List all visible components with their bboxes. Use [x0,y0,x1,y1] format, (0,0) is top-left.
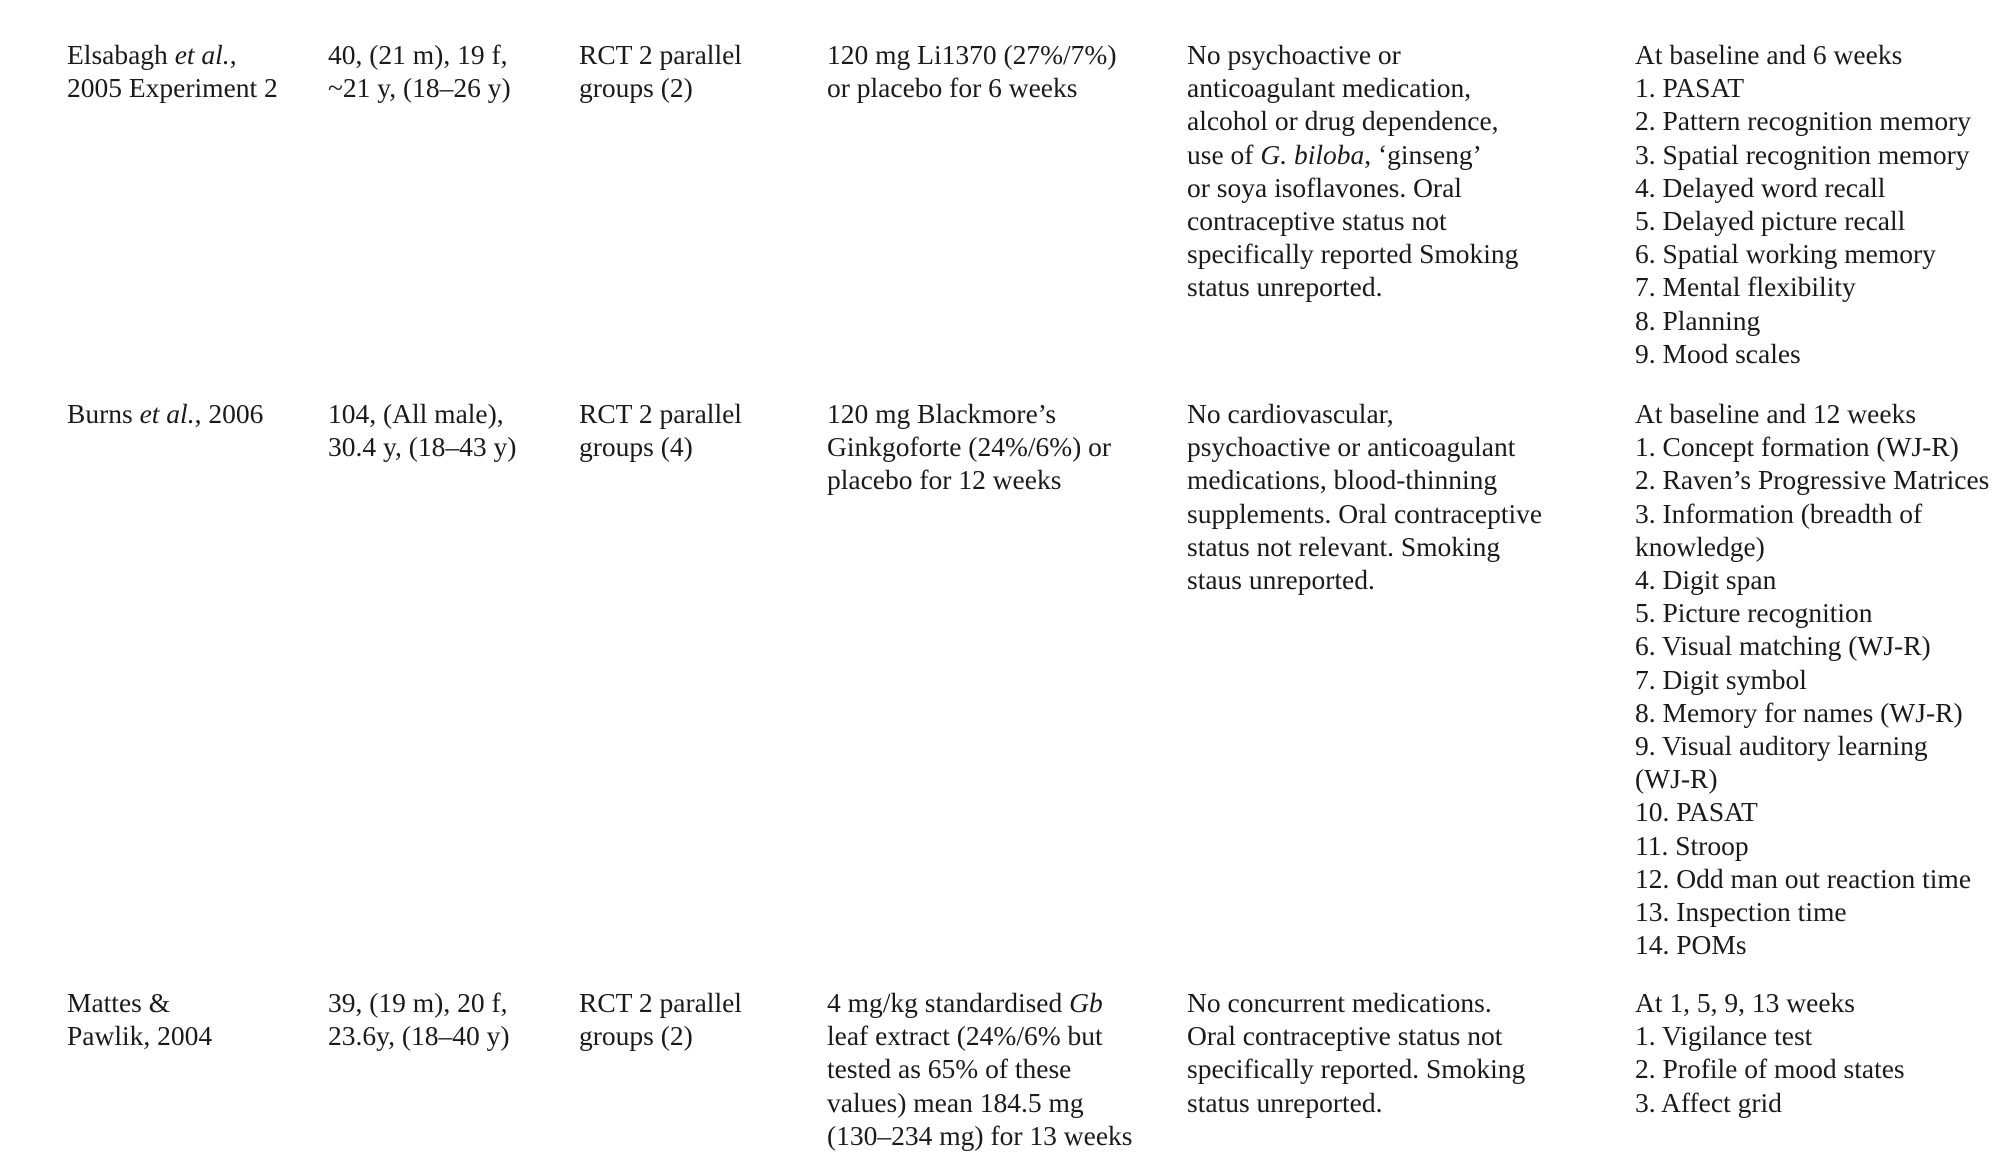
cell-text: tested as 65% of these [827,1053,1072,1085]
cell-text: No cardiovascular, [1187,398,1394,429]
cell-line [1635,463,1989,496]
design-cell [579,38,742,104]
cell-line [1635,138,1971,171]
cell-line [1187,463,1542,496]
cell-text: , 2006 [194,398,264,429]
cell-text: Ginkgoforte (24%/6%) or [827,431,1112,463]
cell-text: 4. Digit span [1635,564,1777,596]
cell-text: At baseline and 6 weeks [1635,39,1903,70]
cell-line [1187,986,1525,1019]
cell-text: , [229,39,237,70]
cell-text: alcohol or drug dependence, [1187,105,1499,137]
cell-text: 30.4 y, (18–43 y) [328,431,517,463]
cell-text: , ‘ginseng’ [1364,138,1482,170]
measures-cell [1635,986,1905,1119]
cell-text: values) mean 184.5 mg [827,1086,1084,1118]
cell-text: 1. Vigilance test [1635,1020,1813,1052]
cell-text: or placebo for 6 weeks [827,72,1078,104]
cell-line [1635,795,1989,828]
cell-line [1635,762,1989,795]
cell-line [1187,430,1542,463]
cell-line [827,397,1111,430]
cell-text: Burns [67,398,140,429]
cell-line [1635,171,1971,204]
study-cell [67,38,278,104]
cell-text: 40, (21 m), 19 f, [328,39,508,70]
cell-text: contraceptive status not [1187,205,1447,237]
cell-text: 2. Profile of mood states [1635,1053,1905,1085]
cell-line [579,430,742,463]
cell-text: 5. Picture recognition [1635,597,1873,629]
cell-line [827,1052,1133,1085]
cell-text: psychoactive or anticoagulant [1187,431,1516,463]
cell-line [67,986,212,1019]
cell-text: 23.6y, (18–40 y) [328,1020,510,1052]
cell-text: 104, (All male), [328,398,504,429]
italic-text: et al. [139,398,195,429]
design-cell [579,397,742,463]
cell-line [827,430,1111,463]
cell-text: specifically reported Smoking [1187,238,1519,270]
cell-line [1187,237,1518,270]
cell-line [1635,729,1989,762]
cell-line [328,1019,510,1052]
cell-line [1635,1052,1905,1085]
cell-line [1187,171,1518,204]
italic-text: G. biloba [1260,138,1365,170]
cell-text: placebo for 12 weeks [827,464,1062,496]
cell-text: 8. Planning [1635,304,1761,336]
cell-text: groups (2) [579,1020,693,1052]
cell-line [1187,563,1542,596]
cell-text: 3. Spatial recognition memory [1635,138,1970,170]
cell-text: 39, (19 m), 20 f, [328,987,508,1018]
cell-text: 14. POMs [1635,929,1747,961]
cell-text: or soya isoflavones. Oral [1187,171,1462,203]
cell-text: 10. PASAT [1635,796,1758,828]
cell-text: 9. Visual auditory learning [1635,730,1928,762]
cell-line [1635,596,1989,629]
cell-line [1635,563,1989,596]
cell-line [1635,304,1971,337]
cell-text: RCT 2 parallel [579,39,742,70]
cell-text: groups (2) [579,72,693,104]
cell-text: 2. Raven’s Progressive Matrices [1635,464,1990,496]
cell-line [1635,237,1971,270]
cell-text: Mattes & [67,987,171,1018]
cell-line [1187,104,1518,137]
cell-text: use of [1187,138,1261,170]
cell-text: 1. Concept formation (WJ-R) [1635,431,1959,463]
cell-text: medications, blood-thinning [1187,464,1498,496]
cell-line [1187,138,1518,171]
cell-text: No psychoactive or [1187,39,1401,70]
cell-line [1635,1086,1905,1119]
cell-line [1187,204,1518,237]
cell-text: 4. Delayed word recall [1635,171,1886,203]
cell-text: 6. Visual matching (WJ-R) [1635,630,1931,662]
cell-line [1635,696,1989,729]
cell-line [827,38,1116,71]
cell-line [1635,397,1989,430]
measures-cell [1635,38,1971,370]
cell-line [579,1019,742,1052]
cell-line [1635,104,1971,137]
cell-text: (130–234 mg) for 13 weeks [827,1119,1133,1151]
cell-text: 2005 Experiment 2 [67,72,278,104]
cell-line [1635,928,1989,961]
cell-text: leaf extract (24%/6% but [827,1020,1103,1052]
cell-text: At 1, 5, 9, 13 weeks [1635,987,1855,1018]
cell-text: status unreported. [1187,271,1383,303]
cell-text: 11. Stroop [1635,829,1749,861]
cell-line [579,397,742,430]
cell-line [328,71,511,104]
cell-line [1187,397,1542,430]
cell-text: 2. Pattern recognition memory [1635,105,1972,137]
cell-line [1635,204,1971,237]
exclusions-cell [1187,38,1518,304]
study-cell [67,397,263,430]
cell-text: 120 mg Li1370 (27%/7%) [827,39,1117,70]
cell-text: status not relevant. Smoking [1187,530,1501,562]
cell-line [1635,270,1971,303]
cell-line [1187,38,1518,71]
design-cell [579,986,742,1052]
cell-text: (WJ-R) [1635,763,1718,795]
study-cell [67,986,212,1052]
cell-line [827,1086,1133,1119]
cell-text: RCT 2 parallel [579,398,742,429]
cell-text: 7. Digit symbol [1635,663,1807,695]
cell-line [328,38,511,71]
cell-text: RCT 2 parallel [579,987,742,1018]
cell-line [67,1019,212,1052]
cell-text: 3. Information (breadth of [1635,497,1923,529]
cell-line [328,986,510,1019]
cell-text: 8. Memory for names (WJ-R) [1635,696,1963,728]
cell-line [1187,530,1542,563]
cell-line [1635,430,1989,463]
cell-text: 1. PASAT [1635,72,1745,104]
treatment-cell [827,986,1133,1152]
cell-line [579,38,742,71]
cell-line [1187,1019,1525,1052]
italic-text: Gb [1069,987,1103,1018]
cell-text: 6. Spatial working memory [1635,238,1936,270]
measures-cell [1635,397,1989,961]
cell-line [827,71,1116,104]
cell-line [1635,986,1905,1019]
cell-line [1635,629,1989,662]
cell-text: Pawlik, 2004 [67,1020,213,1052]
cell-line [827,463,1111,496]
cell-text: 13. Inspection time [1635,896,1847,928]
cell-line [1635,71,1971,104]
cell-text: specifically reported. Smoking [1187,1053,1526,1085]
cell-line [67,397,263,430]
cell-line [827,1119,1133,1152]
cell-text: 12. Odd man out reaction time [1635,862,1972,894]
cell-text: No concurrent medications. [1187,987,1492,1018]
cell-text: status unreported. [1187,1086,1383,1118]
cell-text: 120 mg Blackmore’s [827,398,1057,429]
cell-line [328,430,516,463]
cell-line [827,1019,1133,1052]
exclusions-cell [1187,397,1542,596]
cell-line [827,986,1133,1019]
participants-cell [328,38,511,104]
cell-line [328,397,516,430]
treatment-cell [827,397,1111,497]
italic-text: et al. [174,39,230,70]
cell-line [1635,38,1971,71]
cell-line [1187,270,1518,303]
cell-line [1635,530,1989,563]
cell-line [1635,829,1989,862]
cell-line [1635,663,1989,696]
cell-text: 9. Mood scales [1635,337,1801,369]
cell-line [1187,1052,1525,1085]
cell-line [1187,1086,1525,1119]
cell-line [1635,862,1989,895]
cell-line [67,71,278,104]
treatment-cell [827,38,1116,104]
cell-text: 7. Mental flexibility [1635,271,1856,303]
participants-cell [328,986,510,1052]
cell-text: staus unreported. [1187,564,1375,596]
cell-line [1635,895,1989,928]
cell-text: 4 mg/kg standardised [827,987,1070,1018]
cell-line [1635,337,1971,370]
cell-line [579,986,742,1019]
cell-text: 5. Delayed picture recall [1635,205,1906,237]
cell-line [1635,497,1989,530]
cell-line [67,38,278,71]
cell-text: knowledge) [1635,530,1765,562]
participants-cell [328,397,516,463]
cell-line [1187,71,1518,104]
cell-text: groups (4) [579,431,693,463]
cell-text: supplements. Oral contraceptive [1187,497,1543,529]
cell-text: Oral contraceptive status not [1187,1020,1503,1052]
cell-text: 3. Affect grid [1635,1086,1782,1118]
cell-line [1187,497,1542,530]
cell-line [1635,1019,1905,1052]
cell-text: At baseline and 12 weeks [1635,398,1917,429]
cell-text: ~21 y, (18–26 y) [328,72,511,104]
cell-line [579,71,742,104]
exclusions-cell [1187,986,1525,1119]
cell-text: anticoagulant medication, [1187,72,1472,104]
cell-text: Elsabagh [67,39,175,70]
